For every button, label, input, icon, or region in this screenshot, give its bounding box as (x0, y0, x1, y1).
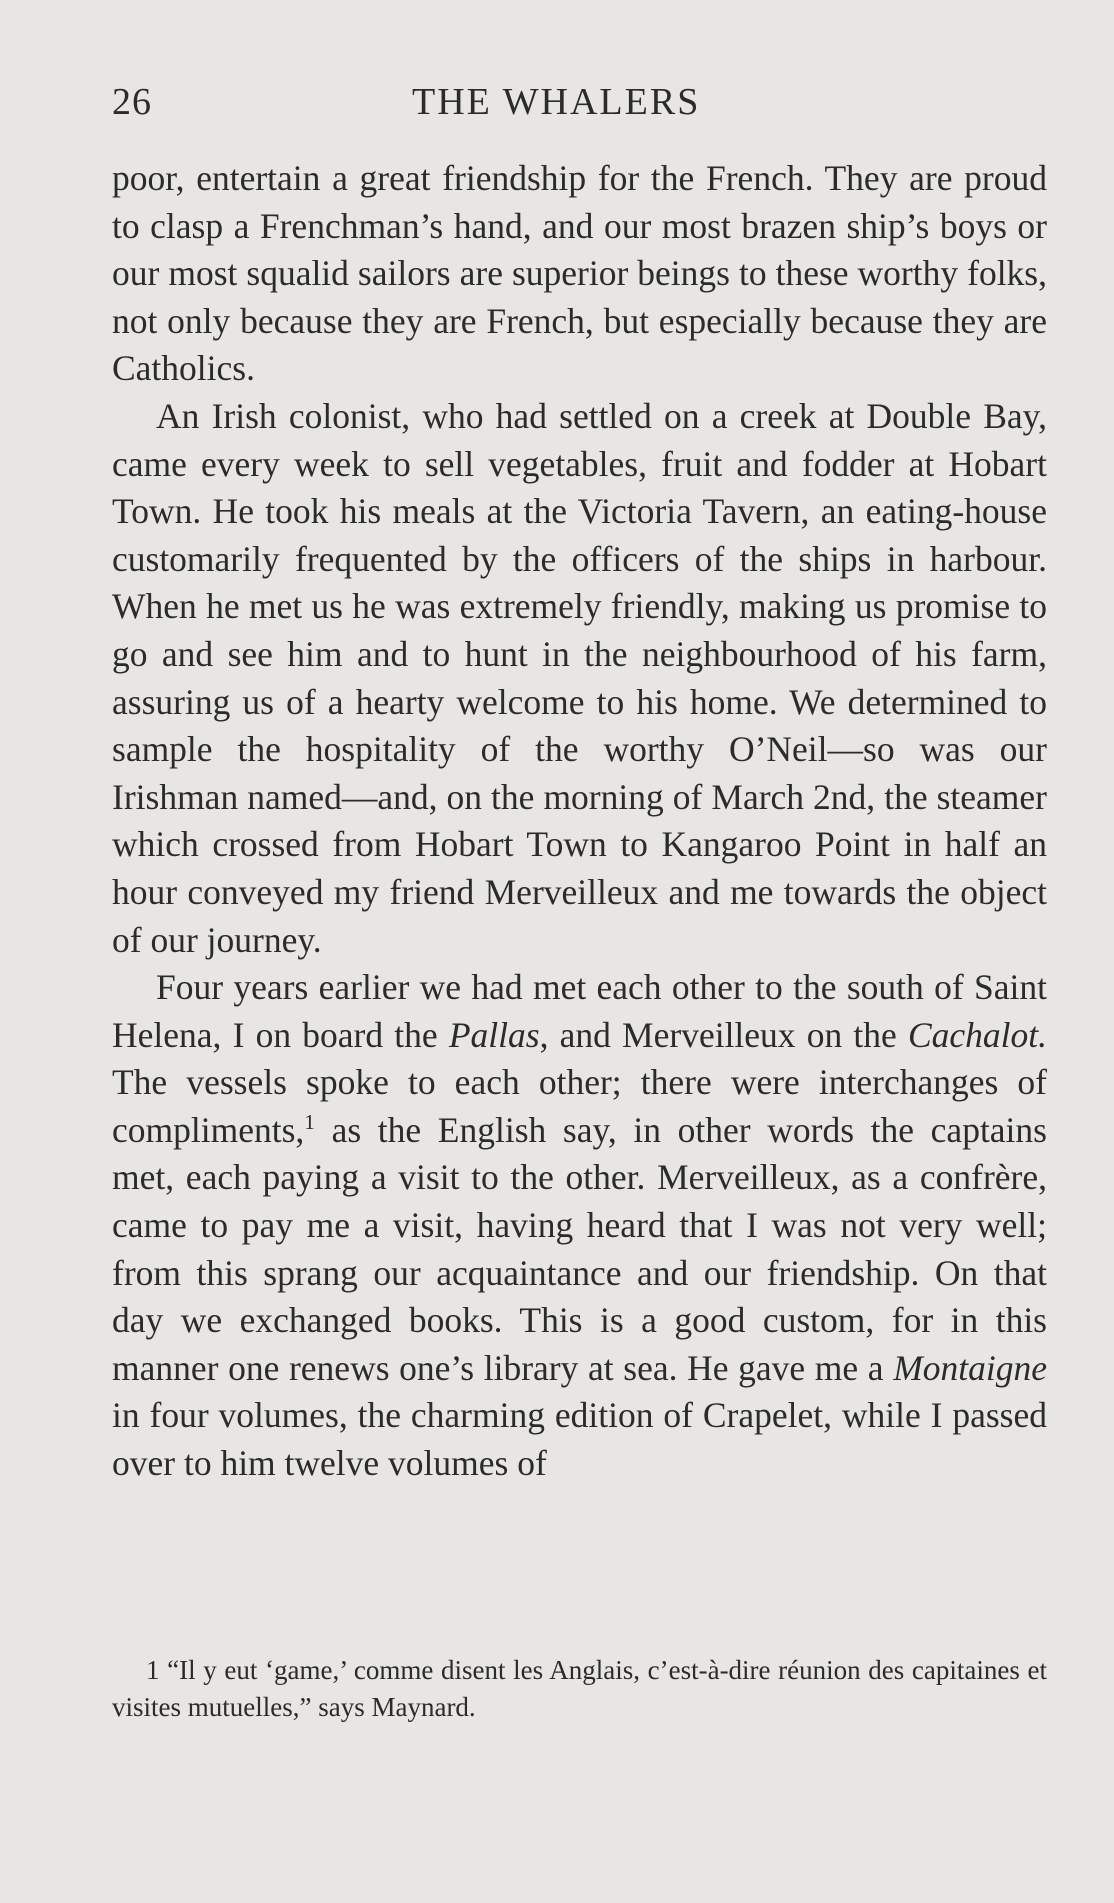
paragraph-3-part-2: , and Merveilleux on the (539, 1014, 908, 1055)
paragraph-3-part-4: as the English say, in other words the captains met, each paying a visit to the other. Merveilleux, as a confrère, came to pay me a visit, having heard that I was not very well; from this sprang our acquaintance and our friendship. On that day we exchanged books. This is a good custom, for in this manner one renews one’s library at sea. He gave me a (112, 1109, 1047, 1388)
paragraph-2: An Irish colonist, who had settled on a creek at Double Bay, came every week to sell vegetables, fruit and fodder at Hobart Town. He took his meals at the Victoria Tavern, an eating-house customarily frequented by the officers of the ships in harbour. When he met us he was extremely friendly, making us promise to go and see him and to hunt in the neighbourhood of his farm, assuring us of a hearty welcome to his home. We determined to sample the hospitality of the worthy O’Neil—so was our Irishman named—and, on the morning of March 2nd, the steamer which crossed from Hobart Town to Kangaroo Point in half an hour conveyed my friend Merveilleux and me towards the object of our journey. (112, 395, 1047, 960)
running-title: THE WHALERS (412, 81, 701, 123)
footnote-text: “Il y eut ‘game,’ comme disent les Anglais, c’est-à-dire réunion des capitaines et visites mutuelles,” says Maynard. (112, 1655, 1047, 1722)
book-title-montaigne: Montaigne (893, 1347, 1047, 1388)
footnote-number: 1 (146, 1655, 160, 1685)
paragraph-1: poor, entertain a great friendship for the French. They are proud to clasp a Frenchman’s hand, and our most brazen ship’s boys or our most squalid sailors are superior beings to these worthy folks, not only because they are French, but especially because they are Catholics. (112, 158, 1047, 389)
page-header (112, 80, 1047, 130)
ship-name-pallas: Pallas (448, 1014, 540, 1055)
paragraph-3-part-3: The vessels spoke to each other; there were interchanges of compliments, (112, 1062, 1047, 1150)
paragraph-3-part-5: in four volumes, the charming edition of Crapelet, while I passed over to him twelve volumes of (112, 1395, 1047, 1484)
body-text (112, 155, 1047, 1488)
paragraph-3-part-1: Four years earlier we had met each other to the south of Saint Helena, I on board the (112, 967, 1047, 1055)
paragraph-3 (112, 964, 1047, 1488)
footnote (112, 1652, 1047, 1726)
ship-name-cachalot: Cachalot. (907, 1014, 1048, 1055)
page-number: 26 (112, 81, 152, 123)
footnote-reference: 1 (304, 1110, 315, 1135)
